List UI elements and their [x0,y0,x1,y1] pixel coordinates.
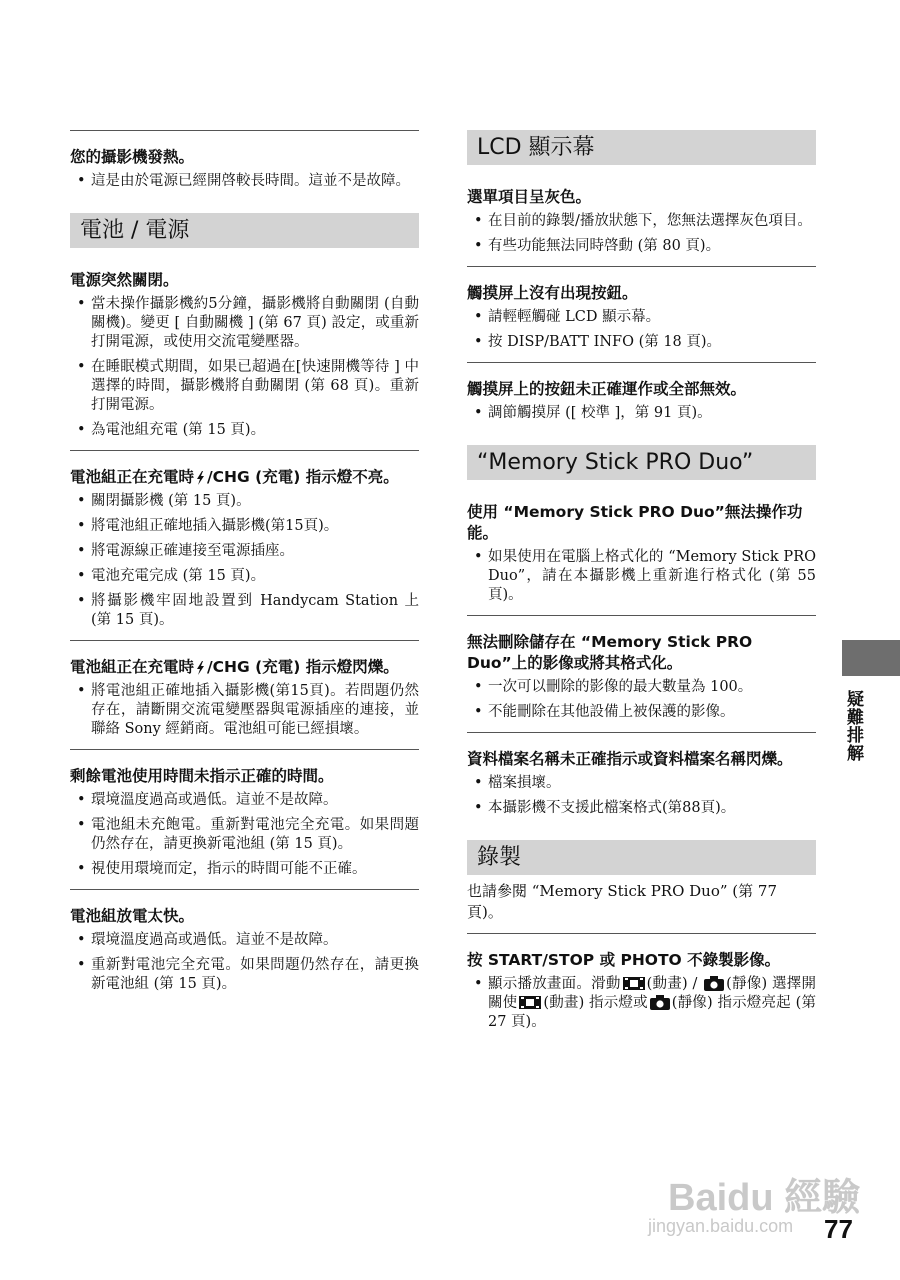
list-item: • 在目前的錄製/播放狀態下，您無法選擇灰色項目。 [474,213,812,229]
topic-title: 觸摸屏上沒有出現按鈕。 [467,284,638,302]
list-item: • 本攝影機不支援此檔案格式(第88頁)。 [474,800,736,816]
camera-icon [704,976,724,991]
right-column [467,130,816,1042]
topic-chg-not-lit [70,451,419,630]
topic-title: 按 START/STOP 或 PHOTO 不錄製影像。 [467,951,781,969]
topic-title: 剩餘電池使用時間未指示正確的時間。 [70,767,334,785]
topic-ms-delete [467,616,816,722]
list-item: • 將電池組正確地插入攝影機(第15頁)。若問題仍然存在，請斷開交流電變壓器與電源插座的連接，並聯絡 Sony 經銷商。電池組可能已經損壞。 [77,683,419,737]
topic-title: 資料檔案名稱未正確指示或資料檔案名稱閃爍。 [467,750,793,768]
topic-file-name [467,733,816,818]
list-item: • 視使用環境而定，指示的時間可能不正確。 [77,861,367,877]
list-item: • 有些功能無法同時啓動 (第 80 頁)。 [474,238,721,254]
section-header-lcd: LCD 顯示幕 [467,130,816,165]
list-item: • 環境溫度過高或過低。這並不是故障。 [77,792,338,808]
movie-icon [519,995,541,1010]
section-header-memory-stick: “Memory Stick PRO Duo” [467,445,816,480]
section-header-battery: 電池 / 電源 [70,213,419,248]
list-item: • 按 DISP/BATT INFO (第 18 頁)。 [474,334,722,350]
page-number: 77 [824,1214,853,1244]
list-item: • 將攝影機牢固地設置到 Handycam Station 上 (第 15 頁)。 [77,593,419,628]
list-item: • 電池組未充飽電。重新對電池完全充電。如果問題仍然存在，請更換新電池組 (第 15 頁)。 [77,817,419,852]
topic-discharge-fast [70,890,419,994]
topic-title: 您的攝影機發熱。 [70,148,195,166]
list-item: • 檔案損壞。 [474,775,561,791]
chapter-label: 疑難排解 [843,690,863,762]
topic-ms-unusable [467,486,816,605]
topic-title: 觸摸屏上的按鈕未正確運作或全部無效。 [467,380,747,398]
topic-title: 電源突然關閉。 [70,271,179,289]
topic-start-stop [467,934,816,1032]
list-item: • 當未操作攝影機約5分鐘，攝影機將自動關閉 (自動關機)。變更 [ 自動關機 ] (第 67 頁) 設定，或重新打開電源，或使用交流電變壓器。 [77,296,419,350]
flash-icon [196,661,205,675]
chapter-tab [842,640,900,676]
list-item: • 請輕輕觸碰 LCD 顯示幕。 [474,309,661,325]
list-item: • 電池充電完成 (第 15 頁)。 [77,568,266,584]
list-item: • 不能刪除在其他設備上被保護的影像。 [474,704,735,720]
topic-chg-flashing [70,641,419,739]
camera-icon [650,995,670,1010]
topic-camera-hot [70,131,419,191]
list-item: • 環境溫度過高或過低。這並不是故障。 [77,932,338,948]
list-item: • 重新對電池完全充電。如果問題仍然存在，請更換新電池組 (第 15 頁)。 [77,957,419,992]
topic-title: 電池組正在充電時 /CHG (充電) 指示燈閃爍。 [70,658,399,676]
topic-menu-gray [467,171,816,256]
list-item: • 顯示播放畫面。滑動 (動畫) / (靜像) 選擇開關使 (動畫) 指示燈或 (靜像) 指示燈亮起 (第 27 頁)。 [474,976,816,1030]
list-item: • 這是由於電源已經開啓較長時間。這並不是故障。 [77,173,410,189]
see-also-note: 也請參閱 “Memory Stick PRO Duo” (第 77 頁)。 [467,882,778,921]
topic-title: 電池組正在充電時 /CHG (充電) 指示燈不亮。 [70,468,399,486]
section-header-recording: 錄製 [467,840,816,875]
topic-title: 無法刪除儲存在 “Memory Stick PRO Duo”上的影像或將其格式化。 [467,633,753,672]
watermark-url: jingyan.baidu.com [648,1216,794,1236]
list-item: • 關閉攝影機 (第 15 頁)。 [77,493,251,509]
left-column [70,130,419,1004]
topic-no-buttons [467,267,816,352]
topic-remaining-time [70,750,419,879]
movie-icon [623,976,645,991]
list-item: • 調節觸摸屏 ([ 校準 ]，第 91 頁)。 [474,405,712,421]
list-item: • 一次可以刪除的影像的最大數量為 100。 [474,679,753,695]
topic-power-off [70,254,419,440]
topic-title: 選單項目呈灰色。 [467,188,592,206]
list-item: • 為電池組充電 (第 15 頁)。 [77,422,266,438]
list-item: • 將電源線正確連接至電源插座。 [77,543,294,559]
topic-rec-note [467,881,816,923]
list-item: • 如果使用在電腦上格式化的 “Memory Stick PRO Duo”，請在本攝影機上重新進行格式化 (第 55 頁)。 [474,549,816,603]
flash-icon [196,471,205,485]
topic-title: 電池組放電太快。 [70,907,195,925]
watermark-logo: Baidu 經驗 [668,1177,861,1219]
list-item: • 將電池組正確地插入攝影機(第15頁)。 [77,518,339,534]
topic-buttons-wrong [467,363,816,423]
topic-title: 使用 “Memory Stick PRO Duo”無法操作功能。 [467,503,803,542]
list-item: • 在睡眠模式期間，如果已超過在[快速開機等待 ] 中選擇的時間，攝影機將自動關閉 (第 68 頁)。重新打開電源。 [77,359,419,413]
